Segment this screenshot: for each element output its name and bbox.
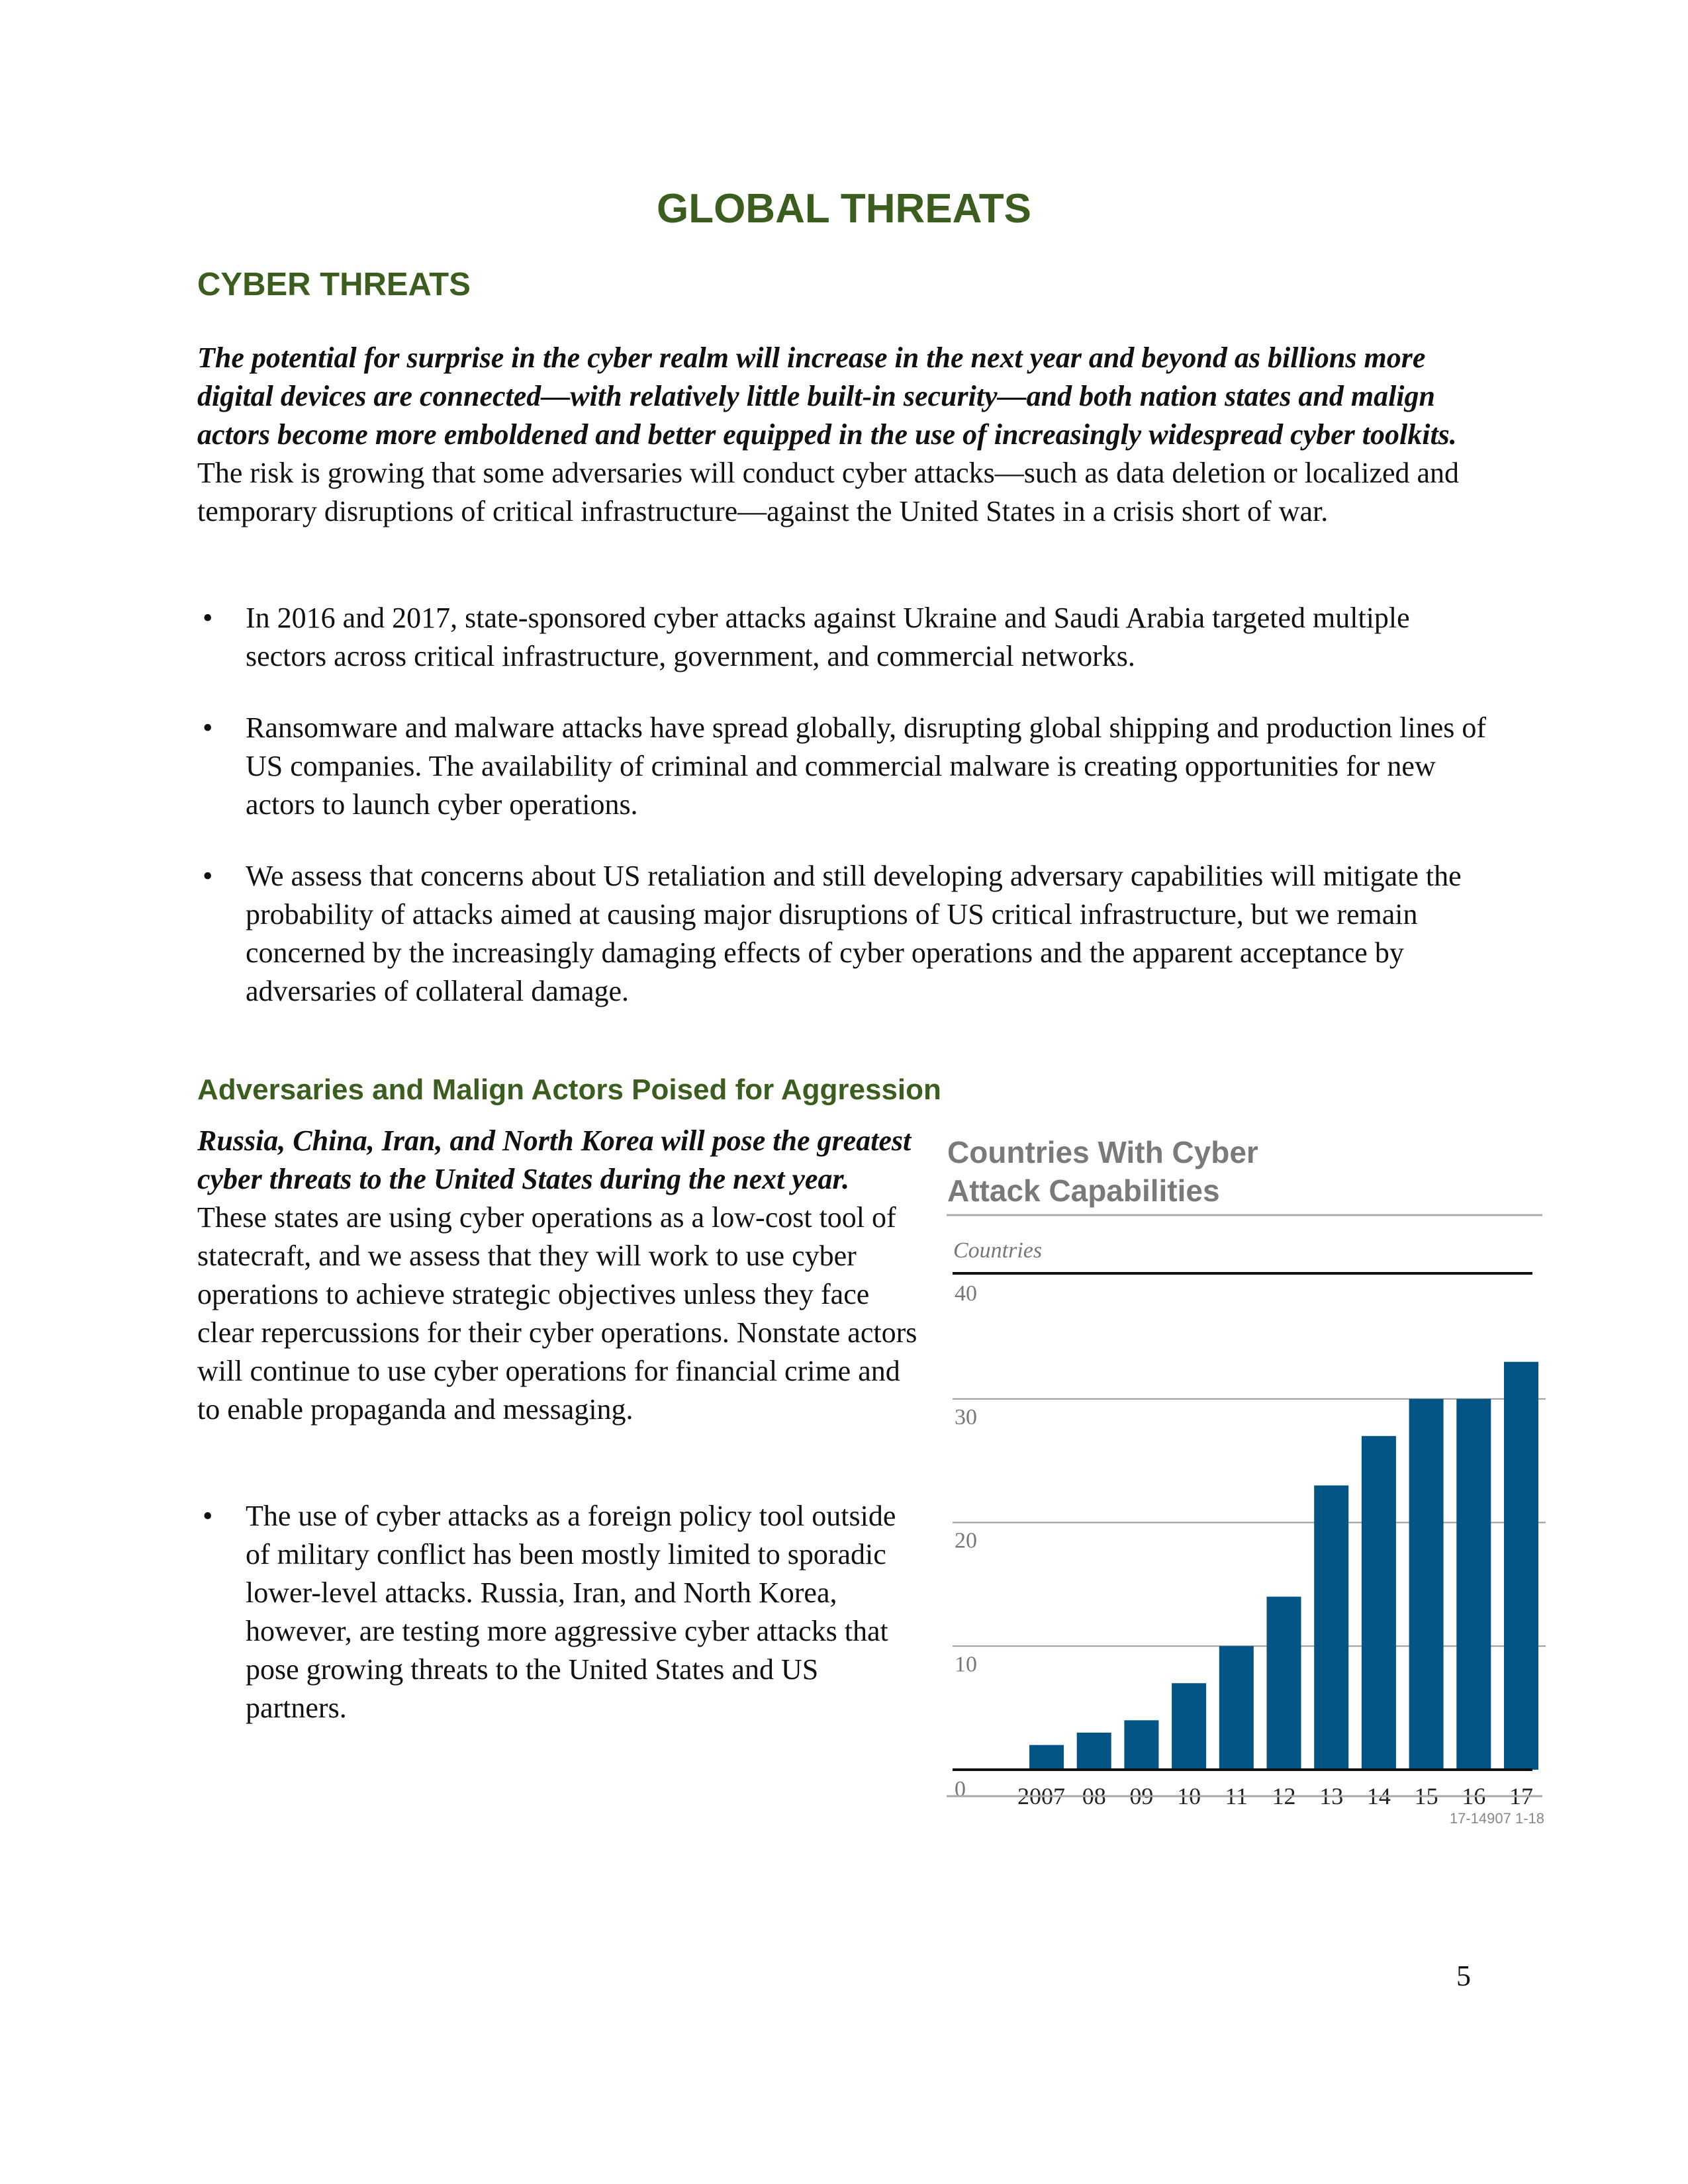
bullet-text: In 2016 and 2017, state-sponsored cyber attacks against Ukraine and Saudi Arabia targeted multiple sectors across critical infrastructure, government, and commercial networks. xyxy=(246,602,1410,672)
adversaries-text: These states are using cyber operations as a low-cost tool of statecraft, and we assess that they will work to use cyber operations to achieve strategic objectives unless they face clear repercussions for their cyber operations. Nonstate actors will continue to use cyber operations for financial crime and to enable propaganda and messaging. xyxy=(197,1201,917,1426)
bar-2007 xyxy=(1029,1745,1064,1770)
bar-chart xyxy=(940,1211,1556,1807)
bullet-icon: • xyxy=(203,860,213,892)
list-item xyxy=(197,1497,925,1727)
intro-text: The risk is growing that some adversaries will conduct cyber attacks—such as data deletion or localized and temporary disruptions of critical infrastructure—against the United States in a crisis short of war. xyxy=(197,457,1460,527)
y-tick-label: 0 xyxy=(955,1777,966,1801)
x-tick-label: 16 xyxy=(1462,1783,1486,1807)
list-item xyxy=(197,599,1488,676)
y-tick-label: 40 xyxy=(955,1281,977,1306)
section-heading: CYBER THREATS xyxy=(197,267,471,302)
bar-15 xyxy=(1409,1399,1444,1770)
page-title: GLOBAL THREATS xyxy=(656,186,1032,232)
list-item xyxy=(197,857,1488,1011)
bullet-text: The use of cyber attacks as a foreign policy tool outside of military conflict has been mostly limited to sporadic lower-level attacks. Russia, Iran, and North Korea, however, are testing more aggressive cyber attacks that pose growing threats to the United States and US partners. xyxy=(246,1500,896,1724)
intro-paragraph xyxy=(197,339,1488,531)
x-tick-label: 10 xyxy=(1177,1783,1201,1807)
x-tick-label: 2007 xyxy=(1017,1783,1065,1807)
bar-13 xyxy=(1314,1485,1348,1770)
x-tick-label: 12 xyxy=(1272,1783,1296,1807)
x-tick-label: 11 xyxy=(1225,1783,1248,1807)
bar-08 xyxy=(1077,1733,1111,1770)
x-tick-label: 17 xyxy=(1509,1783,1533,1807)
bullet-icon: • xyxy=(203,1500,213,1532)
bullet-text: We assess that concerns about US retaliation and still developing adversary capabilities will mitigate the probability of attacks aimed at causing major disruptions of US critical infrastructure, but we remain concerned by the increasingly damaging effects of cyber operations and the apparent acceptance by adversaries of collateral damage. xyxy=(246,860,1462,1007)
bullet-icon: • xyxy=(203,602,213,634)
adversaries-bullet-list xyxy=(197,1497,925,1760)
x-tick-label: 13 xyxy=(1319,1783,1344,1807)
bar-16 xyxy=(1456,1399,1491,1770)
subsection-heading: Adversaries and Malign Actors Poised for Aggression xyxy=(197,1073,941,1106)
bar-11 xyxy=(1219,1646,1254,1770)
bullet-icon: • xyxy=(203,711,213,744)
bullet-list xyxy=(197,599,1488,1044)
x-tick-label: 09 xyxy=(1129,1783,1154,1807)
y-axis-label: Countries xyxy=(953,1238,1043,1263)
chart-code: 17-14907 1-18 xyxy=(1449,1810,1544,1827)
bullet-text: Ransomware and malware attacks have spread globally, disrupting global shipping and production lines of US companies. The availability of criminal and commercial malware is creating opportunities for new actors to launch cyber operations. xyxy=(246,711,1487,821)
adversaries-paragraph xyxy=(197,1122,925,1429)
bar-10 xyxy=(1172,1683,1206,1770)
y-tick-label: 30 xyxy=(955,1404,977,1430)
bar-12 xyxy=(1267,1597,1301,1770)
list-item xyxy=(197,709,1488,824)
adversaries-lead: Russia, China, Iran, and North Korea will pose the greatest cyber threats to the United States during the next year. xyxy=(197,1124,912,1195)
x-tick-label: 15 xyxy=(1414,1783,1438,1807)
y-tick-label: 10 xyxy=(955,1652,977,1677)
bar-14 xyxy=(1362,1436,1396,1770)
page-number: 5 xyxy=(1456,1960,1471,1992)
chart-title: Countries With Cyber Attack Capabilities xyxy=(947,1135,1258,1208)
y-tick-label: 20 xyxy=(955,1528,977,1553)
bar-17 xyxy=(1504,1362,1538,1770)
bar-09 xyxy=(1124,1720,1158,1770)
intro-lead: The potential for surprise in the cyber realm will increase in the next year and beyond as billions more digital devices are connected—with relatively little built-in security—and both nation states and malign actors become more emboldened and better equipped in the use of increasingly widespread cyber toolkits. xyxy=(197,341,1457,451)
x-tick-label: 14 xyxy=(1366,1783,1391,1807)
x-tick-label: 08 xyxy=(1082,1783,1106,1807)
